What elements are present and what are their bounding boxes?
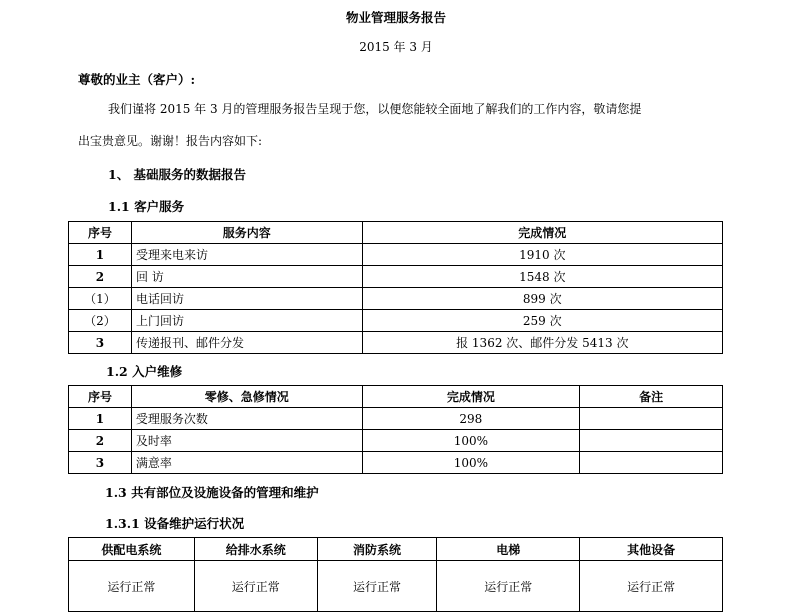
row-status: 报 1362 次、邮件分发 5413 次: [362, 332, 722, 354]
report-title: 物业管理服务报告: [345, 10, 446, 25]
row-remark: [580, 430, 723, 452]
row-item: 满意率: [131, 452, 362, 474]
equipment-table: [68, 537, 723, 612]
table-row: [69, 310, 723, 332]
table-row: [69, 408, 723, 430]
col-header-power: 供配电系统: [69, 538, 195, 561]
section-heading-1-3-1: 1.3.1 设备维护运行状况: [105, 516, 245, 531]
intro-line-2: 出宝贵意见。谢谢！报告内容如下:: [78, 134, 263, 148]
table-row: [69, 430, 723, 452]
status-power: 运行正常: [69, 561, 195, 612]
row-status: 298: [362, 408, 580, 430]
col-header-service: 服务内容: [131, 222, 362, 244]
table-row: [69, 244, 723, 266]
section-heading-1-3: 1.3 共有部位及设施设备的管理和维护: [105, 485, 319, 500]
row-item: 受理服务次数: [131, 408, 362, 430]
row-service: 受理来电来访: [131, 244, 362, 266]
row-remark: [580, 408, 723, 430]
table-row: [69, 452, 723, 474]
col-header-index: 序号: [69, 222, 132, 244]
row-status: 1910 次: [362, 244, 722, 266]
row-status: 1548 次: [362, 266, 722, 288]
row-index: （1）: [69, 288, 132, 310]
row-status: 100%: [362, 430, 580, 452]
row-remark: [580, 452, 723, 474]
col-header-repair: 零修、急修情况: [131, 386, 362, 408]
greeting: 尊敬的业主（客户）:: [78, 72, 196, 87]
row-index: 1: [69, 244, 132, 266]
row-service: 传递报刊、邮件分发: [131, 332, 362, 354]
col-header-other: 其他设备: [580, 538, 723, 561]
col-header-status: 完成情况: [362, 386, 580, 408]
col-header-elevator: 电梯: [437, 538, 580, 561]
repair-table: [68, 385, 723, 474]
col-header-water: 给排水系统: [194, 538, 317, 561]
status-elevator: 运行正常: [437, 561, 580, 612]
row-status: 259 次: [362, 310, 722, 332]
table-row: [69, 332, 723, 354]
table-header-row: [69, 222, 723, 244]
row-item: 及时率: [131, 430, 362, 452]
col-header-fire: 消防系统: [317, 538, 437, 561]
row-index: 2: [69, 266, 132, 288]
status-other: 运行正常: [580, 561, 723, 612]
status-fire: 运行正常: [317, 561, 437, 612]
section-heading-1-2: 1.2 入户维修: [106, 364, 183, 379]
row-service: 电话回访: [131, 288, 362, 310]
table-row: [69, 288, 723, 310]
section-heading-1-1: 1.1 客户服务: [108, 199, 185, 214]
table-row: [69, 561, 723, 612]
row-index: 1: [69, 408, 132, 430]
table-header-row: [69, 386, 723, 408]
table-header-row: [69, 538, 723, 561]
col-header-status: 完成情况: [362, 222, 722, 244]
row-index: 2: [69, 430, 132, 452]
row-service: 上门回访: [131, 310, 362, 332]
report-date: 2015 年 3 月: [359, 40, 433, 54]
status-water: 运行正常: [194, 561, 317, 612]
row-status: 899 次: [362, 288, 722, 310]
col-header-remark: 备注: [580, 386, 723, 408]
table-row: [69, 266, 723, 288]
row-index: 3: [69, 452, 132, 474]
intro-line-1: 我们谨将 2015 年 3 月的管理服务报告呈现于您，以便您能较全面地了解我们的工作内容，敬请您提: [108, 102, 642, 116]
section-heading-1: 1、 基础服务的数据报告: [108, 167, 247, 182]
row-index: （2）: [69, 310, 132, 332]
row-status: 100%: [362, 452, 580, 474]
customer-service-table: [68, 221, 723, 354]
row-service: 回 访: [131, 266, 362, 288]
row-index: 3: [69, 332, 132, 354]
col-header-index: 序号: [69, 386, 132, 408]
